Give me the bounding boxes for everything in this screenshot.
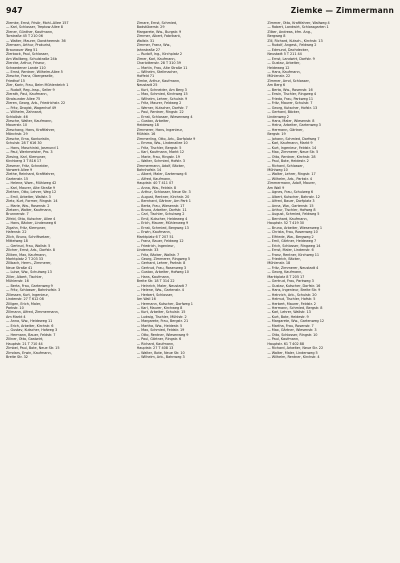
directory-entry: — Hans, Maschinist, Jasmund 1: [6, 145, 59, 150]
directory-entry: — Elfriede, Ww., Bergweg 2: [267, 234, 314, 239]
directory-entry: — Luise, Ww., Schulweg 13: [6, 270, 52, 275]
directory-entry: — Max, Zimmerer, Neue Str. 5: [267, 150, 319, 155]
directory-entry: — Bruno, Arbeiter, Wiesenweg 1: [267, 225, 323, 230]
directory-entry: Vorwerk Allee 9: [6, 167, 33, 172]
directory-entry: Zimare, Ernst, Schmied,: [136, 21, 178, 25]
directory-entry: — Agnes, Frau, Schulweg 6: [267, 190, 314, 195]
directory-entry: — Georg, Zimmerer, Ringweg 5: [136, 257, 190, 262]
directory-entry: — Robert, Landwirt, Schlossgarten 1: [267, 25, 329, 30]
directory-entry: Mühlstr. 16: [136, 132, 156, 137]
directory-entry: Zier, Karin, Frau, Beim Mühlenteich 1: [6, 83, 69, 88]
directory-entry: Ziethe, Reinhard, Kraftfahrer,: [6, 172, 56, 177]
directory-entry: Ziesche, Franz, Obergeselle,: [6, 74, 54, 79]
directory-entry: Hauptstr. 52 T 419 30: [267, 221, 304, 226]
directory-entry: Jahnstraße 27: [136, 47, 161, 52]
directory-entry: — Wilhelm, Lehrer, Schulstr. 9: [136, 96, 188, 101]
directory-entry: — Fritz, Zimmerer, Neustadt 4: [267, 265, 319, 270]
directory-entry: — Georg, Kaufmann,: [267, 270, 303, 275]
directory-entry: — Ludwig, Tischler, Mühlstr. 2: [136, 314, 187, 319]
directory-entry: — Wilhelm, Zahnarzt,: [6, 110, 43, 115]
directory-entry: — Erich, Arbeiter, Kirchstr. 6: [6, 323, 54, 328]
directory-entry: — Hans, Maler, Wiesenstr. 8: [267, 118, 315, 123]
directory-entry: — Bernhard, Gärtner, Am Park 1: [136, 199, 191, 204]
directory-entry: Mühlweg 10: [267, 167, 288, 172]
directory-entry: Zigahn, Fritz, Klempner,: [6, 225, 47, 230]
directory-entry: — Otto, Schlosser, Ringstr. 10: [267, 332, 318, 337]
directory-entry: — Martin, Frau, Alte Straße 11: [136, 65, 188, 70]
directory-entry: Ziesing, Karl, Klempner,: [6, 154, 47, 159]
directory-entry: Schulstr. 28 T 616 30: [6, 141, 42, 146]
directory-entry: Zieschang, Hans, Kraftfahrer,: [6, 127, 56, 132]
directory-entry: Zimmerling, Otto, Arb., Dorfplatz 9: [136, 136, 196, 141]
directory-entry: — Paul, Gärtner, Ringstr. 6: [136, 337, 182, 342]
directory-entry: — Arthur, Tischler, Hofweg 8: [267, 208, 316, 213]
directory-entry: — Kurt, Ingenieur, Feldstr. 14: [267, 145, 317, 150]
directory-entry: Hafenstr. 22: [6, 230, 27, 235]
directory-entry: Zimmerer, Hans, Ingenieur,: [136, 127, 184, 132]
directory-entry: Zimer, Karl, Kaufmann,: [136, 56, 176, 61]
directory-entry: Brunnenstr. 7: [6, 212, 29, 217]
directory-entry: — Berta, Frau, Wiesenstr. 17: [136, 203, 185, 208]
directory-entry: — Gustav, Arbeiter,: [267, 61, 301, 66]
directory-entry: — Kurt, Arbeiter, Schulstr. 15: [136, 310, 186, 315]
directory-entry: — Gerhard, Bäcker,: [267, 110, 301, 115]
directory-entry: Neue Straße 41: [6, 265, 33, 270]
directory-entry: — Hans, Ingenieur, Breite Str. 9: [267, 288, 321, 293]
directory-entry: Ziller, Albert, Tischler,: [6, 274, 43, 279]
directory-entry: — Fritz, Bäcker, Wallstr. 7: [136, 252, 180, 257]
directory-entry: Heideweg 12: [267, 65, 290, 70]
directory-entry: — Max, Schmied, Feldstr. 19: [136, 328, 185, 333]
directory-entry: — Hans, Bäcker, Lindenweg 6: [6, 221, 57, 226]
directory-entry: Zifeld, Otto, Kutscher, Allee 4: [6, 216, 56, 221]
directory-entry: — Rudolf, Reg.-Insp., Seiler 9: [6, 87, 55, 92]
column-1: [6, 21, 133, 561]
directory-entry: Torstraße 45 T 210 06: [6, 34, 43, 39]
directory-entry: — Fritz, Drogist, Wagenhof 49: [6, 105, 57, 110]
directory-entry: Hauptstr. 21 T 710 44: [6, 341, 43, 346]
column-3: [267, 21, 394, 561]
directory-entry: — Gerhard, Lehrer, Parkstr. 8: [136, 261, 186, 266]
directory-entry: Ziener, Günther, Kaufmann,: [6, 29, 54, 34]
directory-entry: Mühlenstr. 16: [6, 279, 29, 284]
directory-entry: — Christa, Frau, Rosenweg 10: [267, 230, 318, 235]
directory-entry: — Gertrud, Frau, Parkweg 3: [267, 279, 314, 284]
directory-entry: Breite Str. 32: [6, 354, 28, 359]
directory-entry: Ziemke, Ernst, Frisör, Mohl.-Allee 157: [6, 21, 69, 25]
directory-entry: — Gertrud, Frau, Wallstr. 5: [6, 243, 51, 248]
directory-entry: Zierath, Paul, Kaufmann,: [6, 92, 48, 97]
directory-entry: — Paul, Kaufmann,: [267, 337, 300, 342]
directory-entry: — Emil, Gärtner, Heideweg 7: [267, 239, 317, 244]
directory-entry: — Anna, Ww., Heideweg 11: [6, 319, 53, 324]
directory-entry: Mönchstr. 29: [6, 132, 28, 137]
directory-entry: Lindenstr. 27 T 612 08: [6, 297, 44, 302]
directory-entry: — Albert, Kutscher, Bahnstr. 12: [267, 194, 320, 199]
directory-entry: Zill, Richard, Kutsch., Kirchstr. 13: [267, 38, 323, 43]
directory-entry: — Helene, Wwe., Mühlweg 42: [6, 181, 57, 186]
directory-entry: — Paul, Rentner, Ringstr. 22: [136, 110, 184, 115]
directory-entry: — Franz, Bauer, Feldweg 12: [136, 239, 184, 244]
directory-entry: Marktplatz 8 T 205 17: [267, 274, 305, 279]
directory-entry: Stralsunder Allee 75: [6, 96, 41, 101]
directory-entry: Zilcher, Ernst, Arb., Dorfstr. 8: [6, 248, 55, 253]
directory-entry: Zilker, Andreas, kfm. Ang.,: [267, 29, 312, 34]
directory-entry: — Karl, Maurer, Kirchweg 8: [136, 306, 183, 310]
directory-entry: Gartenstr. 15: [6, 176, 29, 181]
directory-entry: Am Berg 6: [267, 83, 286, 88]
directory-entry: — Erich, Maurer, Mühlenweg 9: [136, 221, 189, 226]
directory-entry: Ziliken, Max, Kaufmann,: [6, 252, 47, 257]
directory-entry: — Frieda, Frau, Parkweg 11: [267, 96, 314, 101]
directory-entry: — Paul, Werkmeister, Pro. 3: [6, 150, 53, 155]
directory-entry: — Franz, Rentner, Kirchweg 11: [267, 252, 320, 257]
directory-entry: — Herbert, Maurer, Feldstr. 2: [267, 301, 316, 306]
directory-entry: — Walter, Maurer, Dorotheenstr. 36: [6, 38, 66, 43]
directory-entry: Ziesche, Erna, Kontoristin,: [6, 136, 51, 141]
directory-entry: Zimmer, Otto, Kraftfahrer, Wallweg 4: [267, 21, 330, 25]
directory-entry: Hoffeld 71: [136, 74, 155, 79]
directory-entry: Zilch, Bruno, Schriftsetzer,: [6, 234, 51, 239]
directory-entry: Zillbach, Herm., Zimmerer,: [6, 261, 52, 266]
directory-entry: — Wilhelm, Stellmacher,: [136, 69, 179, 74]
directory-entry: Breite Str. 18 T 314 22: [136, 279, 175, 284]
directory-entry: Zillessen, Kurt, Ingenieur,: [6, 292, 49, 297]
directory-entry: — Walter, Schmied, Hofstr. 3: [136, 159, 185, 164]
directory-entry: — Margarete, Ww., Gartenweg 12: [267, 319, 325, 324]
directory-entry: Am Wall 9: [267, 185, 285, 190]
directory-entry: — Gertrud, Frau, Rosenweg 3: [136, 265, 187, 270]
directory-entry: — Heinrich, Maler, Neustadt 7: [136, 283, 188, 288]
directory-entry: — August, Schmied, Feldweg 5: [267, 212, 320, 217]
directory-entry: — Gustav, Kutscher, Hofweg 3: [6, 328, 58, 333]
directory-entry: — Anna, Ww., Gartenstr. 15: [267, 203, 314, 208]
directory-entry: — Otto, Rentner, Wiesenweg 9: [136, 332, 189, 337]
directory-entry: Bergstr. 19: [267, 132, 286, 137]
directory-entry: Hauptstr. 27 T 408 13: [136, 346, 174, 351]
directory-entry: — Albert, Maler, Gartenweg 6: [136, 172, 187, 177]
directory-entry: — Karl, Kaufmann, Markt 9: [267, 141, 313, 146]
directory-entry: Zimke, Arthur, Kaufmann,: [136, 78, 181, 83]
directory-entry: — Marie, Ww., Rosenstr. 2: [6, 203, 50, 208]
directory-entry: — Karl, Maurer, Alte Straße 9: [6, 185, 55, 190]
directory-entry: — Herbert, Schlosser,: [136, 292, 174, 297]
directory-entry: — Emma, Ww., Lindenallee 10: [136, 141, 188, 146]
directory-entry: — Edmund, Dachdecker,: [267, 47, 309, 52]
directory-entry: — Alfred, Bauer, Dorfplatz 3: [267, 199, 315, 204]
directory-entry: — Richard, Kaufmann,: [136, 341, 175, 346]
directory-entry: Zieren, Georg, Arb., Friedrichstr. 22: [6, 101, 66, 106]
directory-entry: — Martha, Ww., Heidestr. 5: [136, 323, 183, 328]
directory-entry: — Max, Gärtner, Wiesenstr. 3: [267, 328, 317, 333]
directory-entry: — Friedrich, Ingenieur,: [136, 243, 175, 248]
directory-entry: Badstüberstr. 29: [136, 25, 165, 30]
directory-entry: — Rudolf, Angest., Feldweg 2: [267, 43, 317, 48]
directory-entry: — Hans, Kaufmann,: [136, 274, 170, 279]
columns: [6, 21, 394, 561]
directory-entry: — Fritz, Tischler, Bergstr. 5: [136, 145, 182, 150]
directory-entry: — Anna, Ww., Feldstr. 8: [136, 185, 177, 190]
directory-entry: Mühlenstr. 22: [267, 74, 291, 79]
directory-entry: — Berta, Frau, Gartenweg 9: [6, 283, 53, 288]
directory-entry: Ziemsen, Arthur, Prokurist,: [6, 43, 52, 48]
directory-entry: — Paul, Bote, Heidestr. 2: [267, 159, 309, 164]
directory-entry: Lindenweg 2: [267, 114, 289, 119]
directory-entry: Zimmer, Albert, Fabrikant,: [136, 34, 181, 39]
directory-entry: — Gustav, Kutscher, Dorfstr. 16: [267, 283, 321, 288]
directory-entry: Am Wall 16: [136, 297, 156, 302]
directory-entry: — Ernst, Rentner, Wilhelm-Allee 5: [6, 69, 63, 74]
page-header: [6, 6, 394, 18]
directory-entry: — Berta, Ww., Rosenstr. 16: [267, 87, 313, 92]
directory-entry: Am Wallberg, Schulstraße 24b: [6, 56, 57, 61]
directory-entry: — Hermann, Gärtner,: [267, 127, 304, 132]
directory-entry: — Karl, Lehrer, Wallstr. 13: [267, 310, 311, 315]
directory-entry: — Bernhard, Kaufmann,: [267, 216, 308, 221]
directory-entry: Zimmermann, Adolf, Maurer,: [267, 181, 316, 186]
directory-entry: — Wilhelm, Arb., Parkstr. 4: [267, 176, 313, 181]
directory-entry: Mittelweg 18: [6, 239, 28, 244]
directory-entry: — Helmut, Tischler, Hofstr. 5: [267, 297, 316, 302]
directory-entry: — Heinrich, Arb., Schulstr. 20: [267, 292, 317, 297]
directory-entry: Mauerstr. 10: [6, 123, 28, 128]
directory-entry: Marktplatz 6 T 207 51: [136, 234, 174, 239]
directory-entry: Charlottenstr. 28 T 310 39: [136, 61, 181, 66]
column-2: [137, 21, 264, 561]
directory-entry: — Otto, Rentner, Kirchstr. 28: [267, 154, 316, 159]
directory-entry: — Richard, Schlosser,: [267, 163, 304, 168]
directory-entry: Braunauer Weg 51: [6, 47, 38, 52]
directory-entry: Hauptstr. 61 T 402 88: [267, 341, 304, 346]
directory-entry: Wallstr. 31: [136, 38, 155, 43]
directory-entry: — Hermann, Kutscher, Dorfweg 1: [136, 301, 193, 306]
directory-entry: Kirchberg 3 T 816 17: [6, 159, 42, 164]
directory-entry: — Emil, Kutscher, Heideweg 4: [136, 216, 188, 221]
directory-entry: — Ernst, Landwirt, Dorfstr. 9: [267, 56, 315, 61]
directory-entry: — Ernst, Schmied, Bergweg 13: [136, 225, 189, 230]
directory-entry: — Ernst, Schlosser, Wiesenweg 4: [136, 114, 193, 119]
directory-entry: Friedhof 15: [6, 78, 25, 83]
directory-entry: Ziesmer, Fritz, Schneider,: [6, 163, 49, 168]
directory-entry: Heideweg 18: [136, 123, 159, 128]
directory-entry: Neustadt 5 T 211 44: [267, 52, 302, 57]
directory-entry: Schloßstr. 46: [6, 114, 28, 119]
directory-entry: Hauptstr. 40 T 411 07: [136, 181, 174, 186]
directory-entry: — Hermann, Schmied, Bergstr. 8: [267, 306, 323, 310]
directory-entry: Ziesche, Walter, Kaufmann,: [6, 118, 53, 123]
directory-entry: — Max, Schmied, Kirchweg 15: [136, 92, 188, 97]
directory-entry: Zietzen, Walter, Kaufmann,: [6, 208, 52, 213]
directory-entry: — Bruno, Arbeiter, Dorfstr. 11: [136, 208, 187, 213]
directory-entry: Zimmermann, Adolf, Bäcker,: [136, 163, 185, 168]
directory-entry: — Alfred, Kaufmann,: [136, 176, 172, 181]
directory-entry: — Walter, Bote, Neue Str. 10: [136, 350, 185, 355]
directory-entry: Mühlenstr. 18: [267, 261, 291, 266]
directory-entry: — Marie, Frau, Ringstr. 19: [136, 154, 180, 159]
directory-entry: Bergweg 8: [267, 34, 286, 39]
directory-entry: — Rudolf, Ing., Kirchplatz 2: [136, 52, 183, 57]
directory-entry: — Ernst, Maler, Lindenstr. 6: [267, 248, 314, 253]
directory-entry: Am Markt 4: [6, 314, 26, 319]
directory-entry: — Fritz, Schlosser, Bahnhofstr. 3: [6, 288, 61, 293]
directory-entry: — Walter, Maler, Lindenweg 5: [267, 350, 318, 355]
directory-entry: — Wilhelm, Arb., Bahnweg 3: [136, 354, 185, 359]
directory-entry: Zimmer, Arnd, Schlosser,: [267, 78, 310, 83]
directory-entry: — Wilhelm, Rentner, Kirchstr. 4: [267, 354, 320, 359]
directory-entry: — Erwin, Kaufmann,: [136, 230, 171, 235]
directory-entry: Zimmer, Franz, Ww.,: [136, 43, 172, 48]
directory-entry: Lindenstr. 33: [136, 248, 159, 253]
directory-entry: Parkstr. 10: [6, 306, 24, 310]
directory-entry: — Fritz, Maurer, Feldweg 2: [136, 101, 182, 106]
directory-entry: — Gustav, Arbeiter, Hofweg 10: [136, 270, 189, 275]
directory-entry: — Arthur, Schlosser, Neue Str. 3: [136, 190, 191, 195]
directory-entry: — Margarete, Frau, Bergstr. 21: [136, 319, 189, 324]
directory-entry: — Erich, Schlosser, Ringweg 14: [267, 243, 321, 248]
directory-entry: Neustadt 25: [136, 83, 158, 88]
running-head: Ziemke — Zimmermann: [290, 6, 394, 15]
directory-entry: — Erwin, Tischler, Ringweg 4: [267, 92, 317, 97]
directory-entry: Zillner, Otto, Gastwirt,: [6, 337, 44, 342]
directory-entry: — Karl, Kaufmann, Markt 12: [136, 150, 184, 155]
directory-entry: — Martha, Frau, Rosenstr. 7: [267, 323, 314, 328]
directory-entry: — Johann, Schmied, Dorfweg 7: [267, 136, 320, 141]
directory-entry: Ziercke, Arthur, Friseur,: [6, 61, 46, 66]
directory-entry: Bahnhofstr. 14: [136, 167, 162, 172]
directory-entry: — Richard, Arbeiter, Neue Str. 22: [267, 346, 324, 351]
directory-entry: Margarete, Ww., Burgstr. 9: [136, 29, 182, 34]
directory-entry: — Hermann, Bauer, Feldstr. 7: [6, 332, 56, 337]
page-number: 947: [6, 6, 23, 15]
directory-entry: — Hans, Kaufmann,: [267, 69, 301, 74]
directory-entry: — Helene, Ww., Gartenstr. 4: [136, 288, 184, 293]
directory-entry: — Emil, Arbeiter, Wallstr. 3: [6, 194, 51, 199]
directory-entry: — Friedrich, Bäcker,: [267, 257, 301, 262]
directory-entry: — Heinz, Arbeiter, Gartenweg 3: [267, 123, 321, 128]
directory-entry: Ziethen, Otto, Lehrer, Weg 12: [6, 190, 57, 195]
directory-entry: — Kurt, Schneider, Am Berg 3: [136, 87, 187, 92]
directory-entry: — Fritz, Maurer, Schulstr. 7: [267, 101, 313, 106]
directory-entry: — August, Rentner, Kirchstr. 20: [136, 194, 190, 199]
directory-entry: — Georg, Kutscher, Hofstr. 13: [267, 105, 318, 110]
directory-entry: — Walter, Lehrer, Ringstr. 17: [267, 172, 316, 177]
directory-entry: — Carl, Tischler, Schulweg 2: [136, 212, 185, 217]
directory-entry: Zimbel, Paul, Bote, Neue Str. 15: [6, 346, 60, 351]
directory-entry: Zimdars, Erwin, Kaufmann,: [6, 350, 52, 355]
directory-entry: Marktplatz 2 T 203 33: [6, 257, 43, 262]
directory-entry: — Karl, Schlosser, Treptow Allee 8: [6, 25, 63, 30]
directory-entry: — Gustav, Arbeiter,: [136, 118, 170, 123]
directory-entry: Zietz, Kurt, Former, Ringstr. 14: [6, 199, 58, 204]
directory-entry: Zilligen, Erich, Maler,: [6, 301, 42, 306]
directory-entry: Zillmann, Alfred, Zimmermann,: [6, 310, 59, 315]
directory-entry: Schwedener Lande 110: [6, 65, 46, 70]
directory-entry: Zierback, Paul, Schlosser,: [6, 52, 49, 57]
directory-entry: — Werner, Kutscher, Dorfstr. 7: [136, 105, 188, 110]
directory-entry: — Kurt, Bote, Heidestr. 9: [267, 314, 309, 319]
